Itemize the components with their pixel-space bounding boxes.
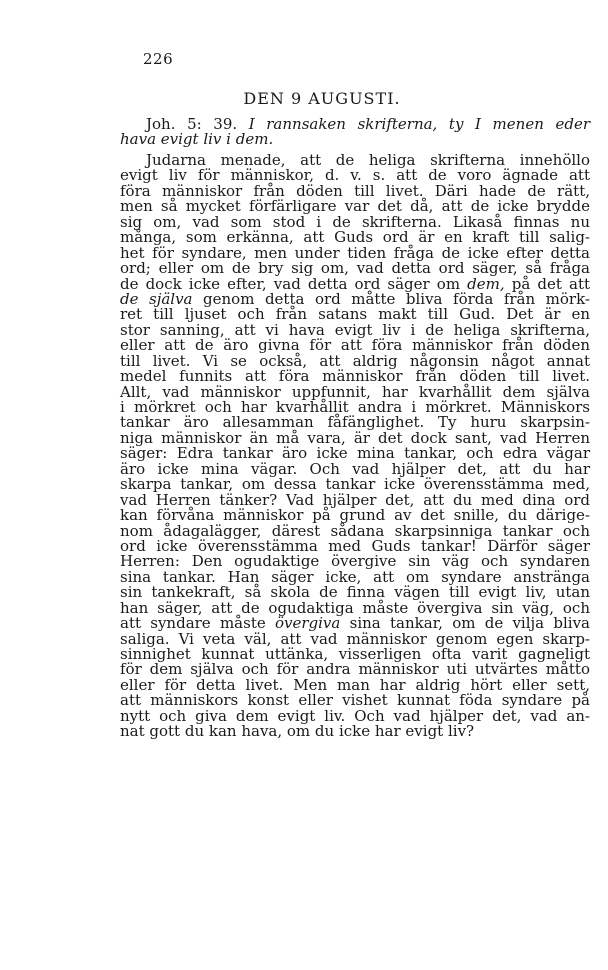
text-line: men så mycket förfärligare var det då, att de icke brydde bbox=[120, 197, 590, 216]
date-heading: DEN 9 AUGUSTI. bbox=[243, 89, 401, 108]
text-line: sina tankar. Han säger icke, att om syndare anstränga bbox=[120, 567, 590, 586]
text-line: han säger, att de ogudaktiga måste övergiva sin väg, och bbox=[120, 598, 590, 617]
text-line: de dock icke efter, vad detta ord säger om dem, på det att bbox=[120, 274, 590, 293]
text-line: för dem själva och för andra människor uti utvärtes måtto bbox=[120, 660, 590, 679]
text-line: nat gott du kan hava, om du icke har evigt liv? bbox=[120, 722, 475, 741]
text-line: stor sanning, att vi hava evigt liv i de heliga skrifterna, bbox=[120, 320, 590, 339]
text-line: Judarna menade, att de heliga skrifterna innehöllo bbox=[146, 151, 590, 169]
text-line: niga människor än må vara, är det dock sant, vad Herren bbox=[120, 428, 590, 447]
text-line: till livet. Vi se också, att aldrig någonsin något annat bbox=[120, 351, 590, 370]
text-line: sinnighet kunnat uttänka, visserligen ofta varit gagneligt bbox=[120, 645, 590, 663]
text-line: många, som erkänna, att Guds ord är en kraft till salig- bbox=[120, 228, 590, 247]
text-line: eller att de äro givna för att föra människor från döden bbox=[120, 336, 590, 355]
text-line: het för syndare, men under tiden fråga de icke efter detta bbox=[120, 243, 590, 262]
text-line: ord icke överensstämma med Guds tankar! Därför säger bbox=[120, 536, 590, 555]
text-line: ord; eller om de bry sig om, vad detta ord säger, så fråga bbox=[120, 259, 590, 278]
page-number: 226 bbox=[143, 50, 174, 68]
text-line: säger: Edra tankar äro icke mina tankar, och edra vägar bbox=[120, 444, 590, 463]
text-line: sig om, vad som stod i de skrifterna. Likaså finnas nu bbox=[120, 212, 590, 231]
text-line: nytt och giva dem evigt liv. Och vad hjälper det, vad an- bbox=[120, 706, 590, 725]
text-line: medel funnits att föra människor från döden till livet. bbox=[120, 367, 590, 386]
text-line: de själva genom detta ord måtte bliva förda från mörk- bbox=[120, 289, 590, 308]
text-line: skarpa tankar, om dessa tankar icke överensstämma med, bbox=[120, 475, 590, 494]
text-line: vad Herren tänker? Vad hjälper det, att du med dina ord bbox=[120, 490, 590, 509]
text-line: äro icke mina vägar. Och vad hjälper det, att du har bbox=[120, 459, 590, 478]
text-line: ret till ljuset och från satans makt till Gud. Det är en bbox=[120, 305, 590, 324]
body-paragraph bbox=[120, 153, 590, 740]
text-line: att människors konst eller vishet kunnat föda syndare på bbox=[120, 691, 590, 710]
text-line: Herren: Den ogudaktige övergive sin väg och syndaren bbox=[120, 552, 590, 571]
text-line: eller för detta livet. Men man har aldrig hört eller sett, bbox=[120, 675, 590, 694]
text-line: föra människor från döden till livet. Däri hade de rätt, bbox=[120, 181, 590, 200]
text-line: i mörkret och har kvarhållit andra i mörkret. Människors bbox=[120, 398, 590, 416]
text-line: Allt, vad människor uppfunnit, har kvarhållit dem själva bbox=[120, 382, 590, 401]
text-line: tankar äro allesamman fåfänglighet. Ty huru skarpsin- bbox=[120, 413, 590, 432]
text-line: saliga. Vi veta väl, att vad människor genom egen skarp- bbox=[120, 629, 590, 648]
verse-line: Joh. 5: 39. I rannsaken skrifterna, ty I menen eder bbox=[146, 115, 590, 133]
text-line: nom ådagalägger, därest sådana skarpsinniga tankar och bbox=[120, 521, 590, 540]
verse-line: hava evigt liv i dem. bbox=[120, 130, 274, 149]
text-line: att syndare måste övergiva sina tankar, om de vilja bliva bbox=[120, 614, 590, 633]
verse-reference bbox=[120, 117, 590, 148]
text-line: evigt liv för människor, d. v. s. att de voro ägnade att bbox=[120, 166, 590, 185]
text-line: kan förvåna människor på grund av det snille, du därige- bbox=[120, 506, 590, 525]
text-line: sin tankekraft, så skola de finna vägen till evigt liv, utan bbox=[120, 583, 590, 602]
